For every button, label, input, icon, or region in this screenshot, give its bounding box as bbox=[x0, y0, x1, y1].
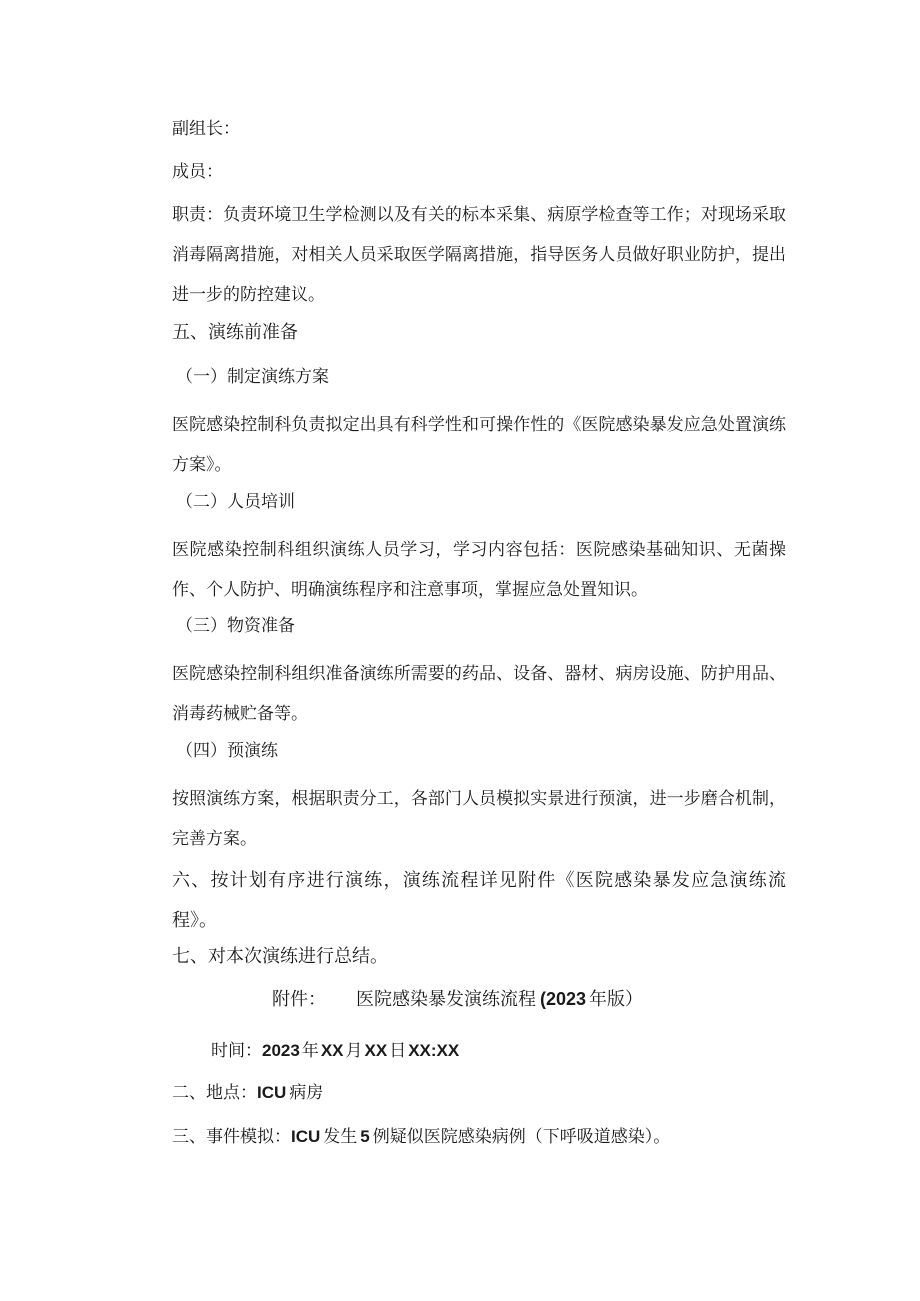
subsection-1-body: 医院感染控制科负责拟定出具有科学性和可操作性的《医院感染暴发应急处置演练方案》。 bbox=[172, 415, 786, 475]
time-year: 2023 bbox=[262, 1041, 300, 1060]
event-count: 5 bbox=[360, 1127, 370, 1146]
event-text-b: 例疑似医院感染病例（下呼吸道感染）。 bbox=[372, 1127, 671, 1147]
location-line bbox=[172, 1082, 323, 1104]
section-7-heading: 七、对本次演练进行总结。 bbox=[172, 946, 388, 967]
attachment-edition: 年版） bbox=[589, 989, 644, 1010]
location-ward: 病房 bbox=[289, 1083, 324, 1103]
time-day-unit: 日 bbox=[389, 1041, 407, 1061]
section-5-heading: 五、演练前准备 bbox=[172, 322, 298, 343]
time-year-unit: 年 bbox=[301, 1041, 319, 1061]
attachment-line bbox=[272, 988, 643, 1011]
duty-paragraph: 职责：负责环境卫生学检测以及有关的标本采集、病原学检查等工作；对现场采取消毒隔离措施，对相关人员采取医学隔离措施，指导医务人员做好职业防护，提出进一步的防控建议。 bbox=[172, 205, 786, 305]
attachment-year: (2023 bbox=[540, 989, 587, 1009]
subsection-1-title: （一）制定演练方案 bbox=[176, 367, 329, 387]
subsection-2-body: 医院感染控制科组织演练人员学习，学习内容包括：医院感染基础知识、无菌操作、个人防护、明确演练程序和注意事项，掌握应急处置知识。 bbox=[172, 540, 786, 600]
time-month-unit: 月 bbox=[345, 1041, 363, 1061]
time-label: 时间： bbox=[211, 1041, 262, 1061]
subsection-3-title: （三）物资准备 bbox=[176, 616, 295, 636]
event-label: 三、事件模拟： bbox=[172, 1127, 291, 1147]
event-unit: ICU bbox=[291, 1127, 321, 1146]
time-line bbox=[211, 1040, 459, 1062]
time-clock: XX:XX bbox=[408, 1041, 460, 1060]
attachment-label: 附件： bbox=[272, 989, 326, 1010]
subsection-4-title: （四）预演练 bbox=[176, 741, 278, 761]
attachment-title: 医院感染暴发演练流程 bbox=[356, 989, 536, 1010]
time-day: XX bbox=[364, 1041, 388, 1060]
subsection-4-body: 按照演练方案，根据职责分工，各部门人员模拟实景进行预演，进一步磨合机制，完善方案。 bbox=[172, 789, 786, 849]
time-month: XX bbox=[320, 1041, 344, 1060]
subsection-3-body: 医院感染控制科组织准备演练所需要的药品、设备、器材、病房设施、防护用品、消毒药械贮备等。 bbox=[172, 664, 786, 724]
event-line bbox=[172, 1126, 670, 1148]
section-6-paragraph: 六、按计划有序进行演练，演练流程详见附件《医院感染暴发应急演练流程》。 bbox=[172, 870, 786, 931]
location-ward-code: ICU bbox=[257, 1083, 287, 1102]
members-line: 成员： bbox=[172, 162, 223, 182]
location-label: 二、地点： bbox=[172, 1083, 257, 1103]
event-text-a: 发生 bbox=[323, 1127, 358, 1147]
subsection-2-title: （二）人员培训 bbox=[176, 492, 295, 512]
deputy-leader-line: 副组长： bbox=[172, 119, 240, 139]
